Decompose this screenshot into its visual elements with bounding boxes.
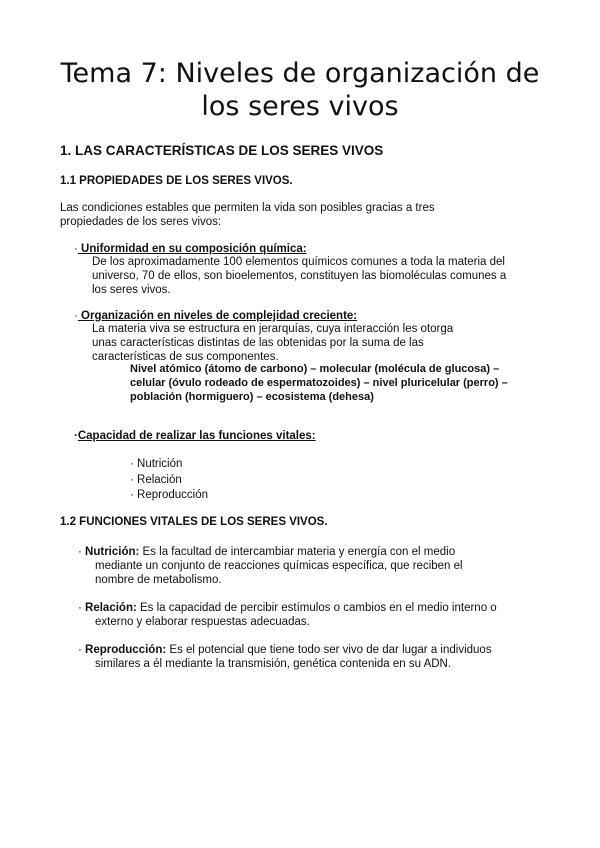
function-definition: Es la facultad de intercambiar materia y energía con el medio (139, 546, 456, 558)
text-line: los seres vivos. (92, 284, 171, 296)
list-item: · Nutrición (130, 458, 183, 470)
property-1-heading: Uniformidad en su composición química: (77, 243, 307, 255)
function-reproduccion-cont (95, 657, 451, 671)
property-1-text (92, 255, 506, 297)
text-line: universo, 70 de ellos, son bioelementos, constituyen las biomoléculas comunes a (92, 270, 507, 282)
subsection-1-1-heading: 1.1 PROPIEDADES DE LOS SERES VIVOS. (60, 175, 293, 187)
intro-line: propiedades de los seres vivos: (60, 216, 222, 228)
vital-functions-list (130, 457, 208, 504)
property-2-title (74, 309, 357, 323)
property-3-heading: Capacidad de realizar las funciones vitales: (77, 430, 316, 442)
bullet: · (74, 243, 78, 255)
bullet: · (74, 430, 78, 442)
bullet: · (78, 546, 86, 558)
property-3-title (74, 429, 316, 443)
function-nutricion (78, 545, 455, 559)
levels-line: Nivel atómico (átomo de carbono) – molecular (molécula de glucosa) – (130, 363, 500, 375)
text-line: características de sus componentes. (92, 351, 279, 363)
levels-line: población (hormiguero) – ecosistema (dehesa) (130, 391, 374, 403)
page-title-line-1: Tema 7: Niveles de organización de (60, 58, 540, 89)
levels-line: celular (óvulo rodeado de espermatozoides) – nivel pluricelular (perro) – (130, 377, 508, 389)
property-1-title (74, 242, 307, 256)
text-line: De los aproximadamente 100 elementos químicos comunes a toda la materia del (92, 256, 505, 268)
bullet: · (78, 602, 86, 614)
property-2-heading: Organización en niveles de complejidad creciente: (77, 310, 358, 322)
property-2-text (92, 322, 453, 364)
organization-levels (130, 362, 508, 404)
list-item: · Reproducción (130, 489, 208, 501)
function-term: Nutrición: (85, 546, 140, 558)
bullet: · (78, 644, 86, 656)
function-reproduccion (78, 643, 492, 657)
text-line: nombre de metabolismo. (95, 574, 222, 586)
function-relacion-cont (95, 615, 310, 629)
intro-paragraph (60, 201, 435, 229)
page-title-line-2: los seres vivos (201, 91, 399, 122)
text-line: similares a él mediante la transmisión, genética contenida en su ADN. (95, 658, 452, 670)
function-relacion (78, 601, 497, 615)
bullet: · (74, 310, 78, 322)
text-line: mediante un conjunto de reacciones químicas específica, que reciben el (95, 560, 463, 572)
text-line: La materia viva se estructura en jerarquías, cuya interacción les otorga (92, 323, 454, 335)
list-item: · Relación (130, 473, 182, 486)
subsection-1-2-heading: 1.2 FUNCIONES VITALES DE LOS SERES VIVOS. (60, 516, 328, 528)
function-term: Relación: (85, 602, 137, 614)
function-nutricion-cont (95, 559, 463, 587)
section-1-heading: 1. LAS CARACTERÍSTICAS DE LOS SERES VIVOS (60, 143, 384, 158)
function-definition: Es el potencial que tiene todo ser vivo de dar lugar a individuos (166, 644, 492, 656)
function-term: Reproducción: (85, 644, 167, 656)
text-line: externo y elaborar respuestas adecuadas. (95, 616, 310, 628)
function-definition: Es la capacidad de percibir estímulos o cambios en el medio interno o (136, 602, 497, 614)
text-line: unas características distintas de las obtenidas por la suma de las (92, 337, 424, 349)
intro-line: Las condiciones estables que permiten la vida son posibles gracias a tres (60, 202, 435, 214)
